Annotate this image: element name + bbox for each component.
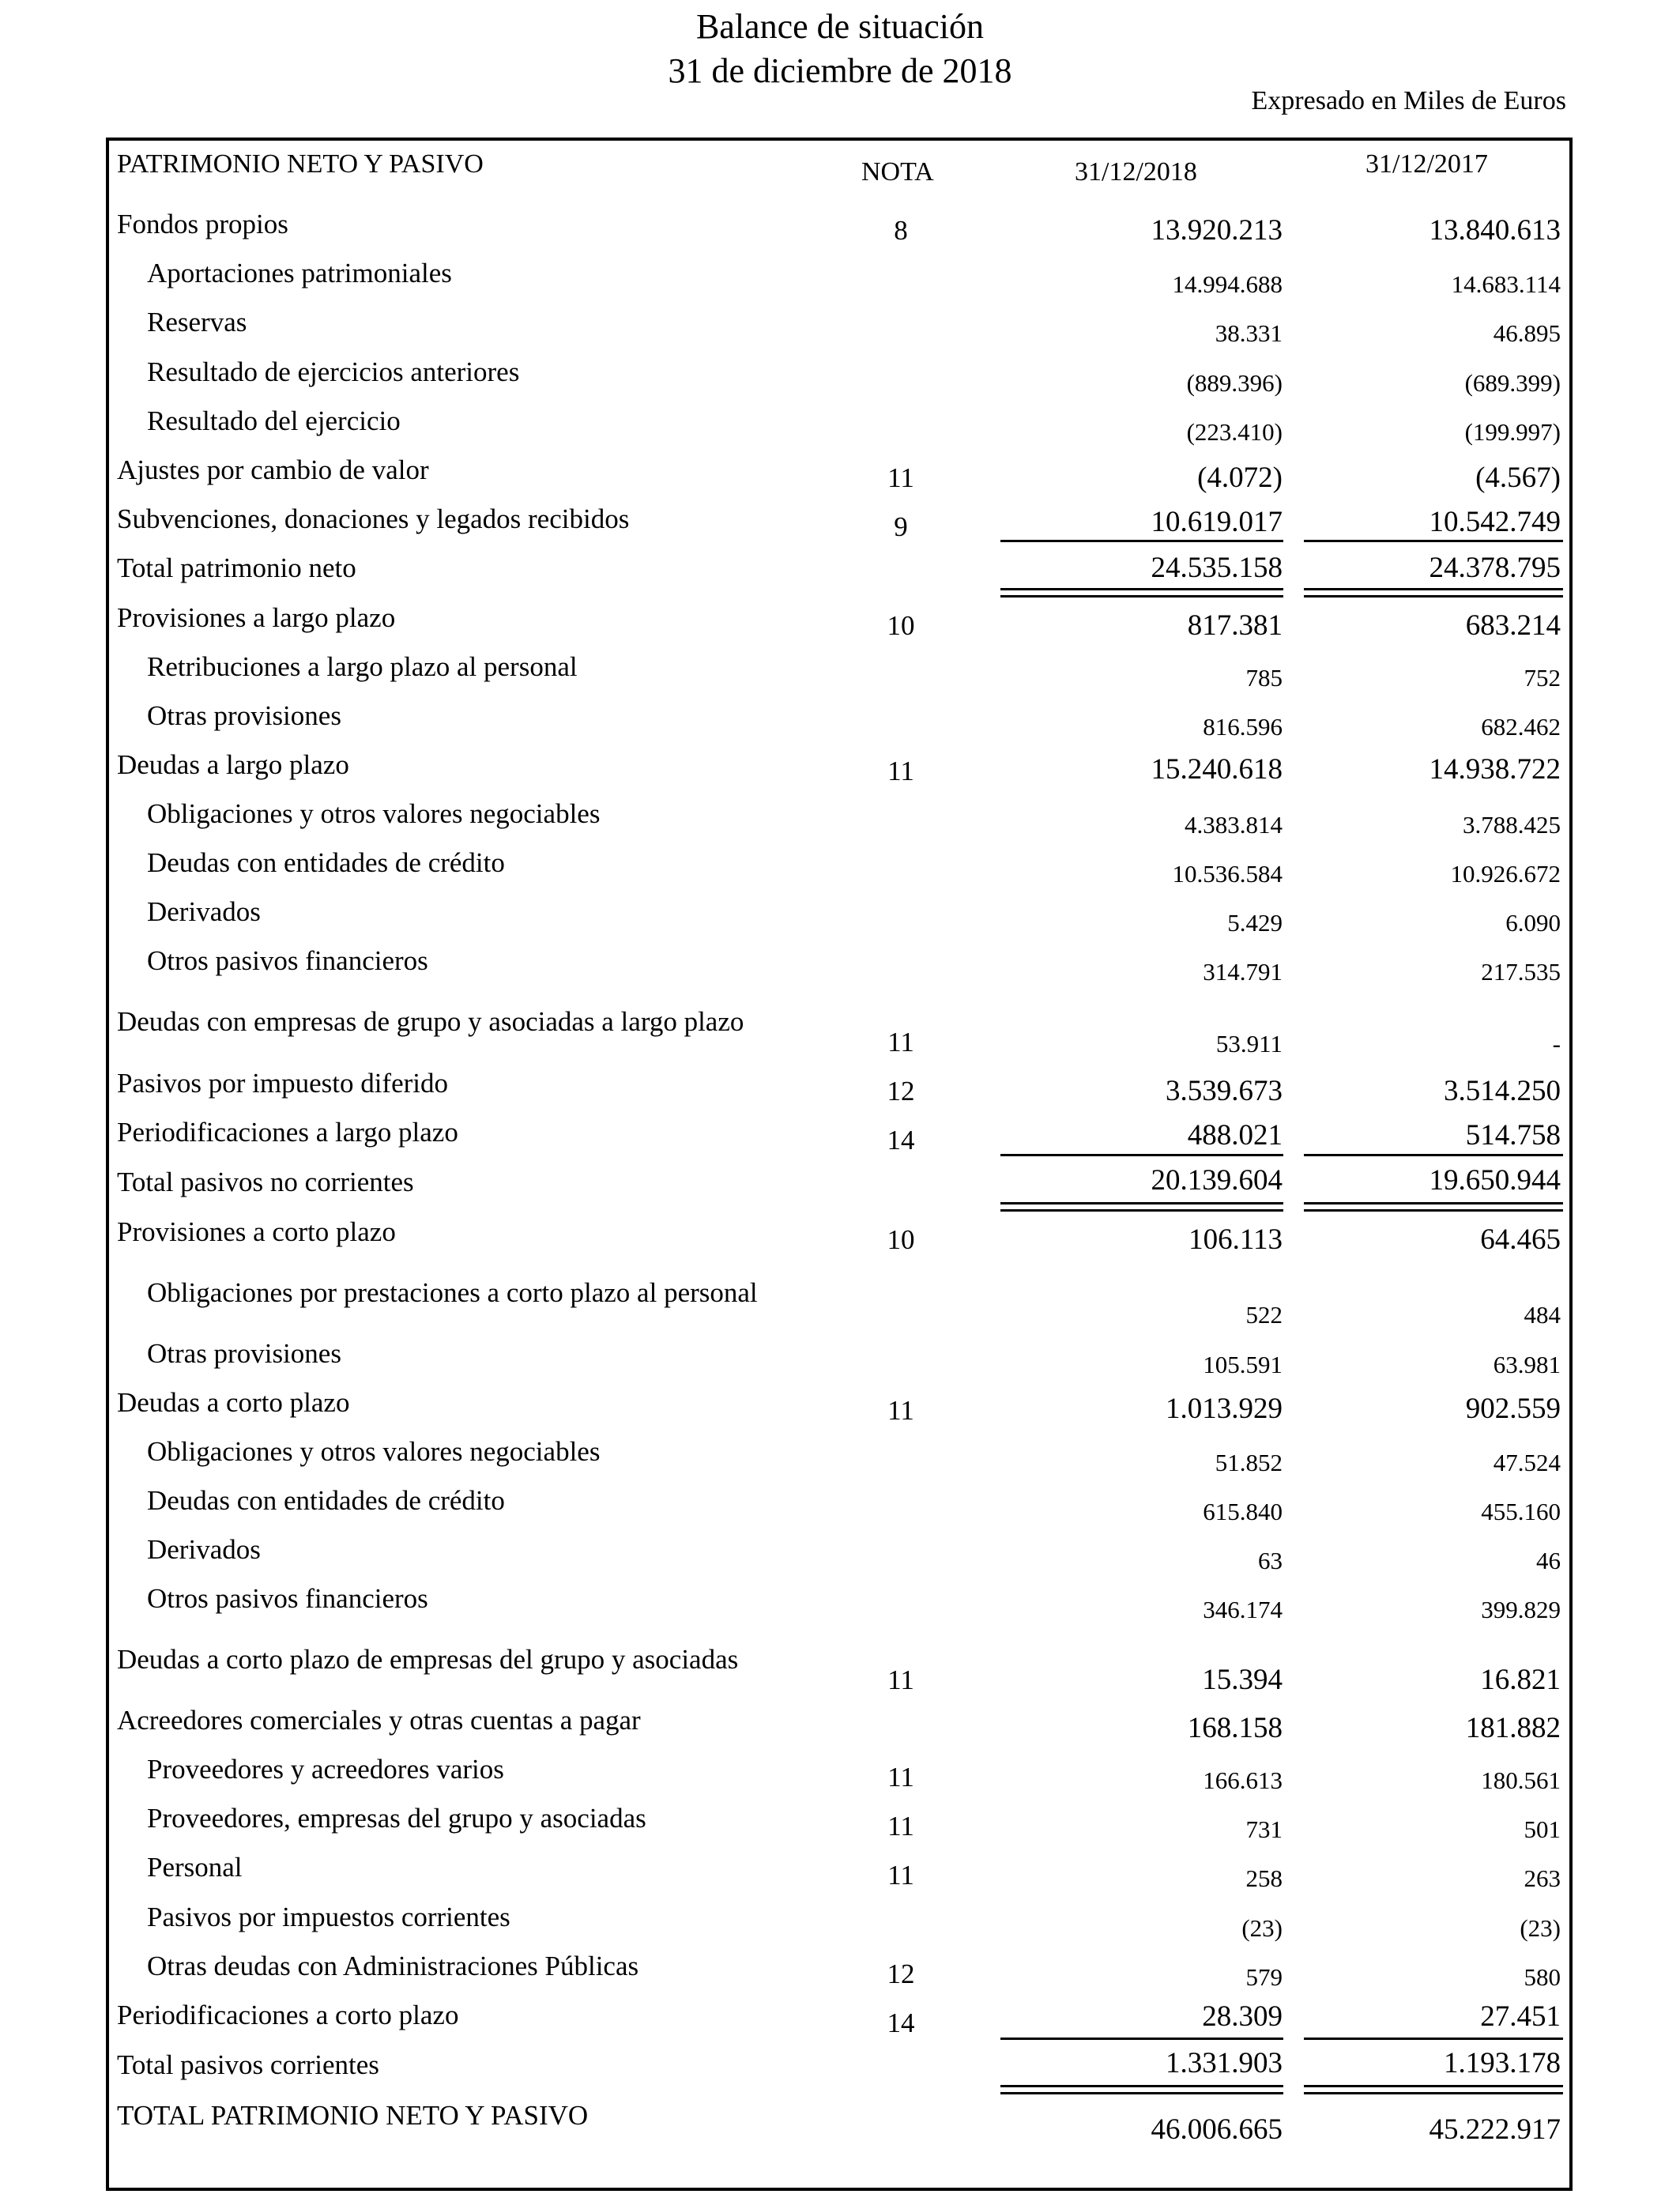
- row-label: Periodificaciones a corto plazo: [117, 2000, 459, 2030]
- balance-table-frame: [106, 138, 1573, 2191]
- row-label: Proveedores, empresas del grupo y asociadas: [147, 1803, 646, 1834]
- row-value-2018: 731: [1245, 1815, 1283, 1843]
- row-value-2018: 168.158: [1187, 1712, 1283, 1744]
- row-nota: 11: [887, 1664, 914, 1695]
- row-value-2018: 63: [1258, 1547, 1283, 1574]
- row-label: Deudas a corto plazo de empresas del grupo y asociadas: [117, 1644, 739, 1675]
- row-value-2017: 1.193.178: [1444, 2047, 1561, 2079]
- row-value-2017: 10.542.749: [1429, 506, 1561, 538]
- row-value-2018: 346.174: [1203, 1596, 1283, 1623]
- row-value-2018: 615.840: [1203, 1498, 1283, 1525]
- row-nota: 8: [894, 215, 908, 246]
- row-value-2018: (4.072): [1197, 462, 1283, 494]
- row-value-2017: 13.840.613: [1429, 214, 1561, 247]
- row-label: Deudas con entidades de crédito: [147, 1485, 505, 1516]
- row-label: Total pasivos no corrientes: [117, 1167, 414, 1197]
- row-value-2017: 180.561: [1481, 1766, 1561, 1794]
- row-nota: 12: [887, 1076, 915, 1106]
- row-nota: 11: [887, 1860, 914, 1891]
- row-value-2018: 1.331.903: [1166, 2047, 1283, 2079]
- row-label: Otras provisiones: [147, 700, 341, 731]
- row-value-2018: 10.619.017: [1151, 506, 1283, 538]
- row-value-2018: 38.331: [1215, 319, 1283, 347]
- row-value-2017: 16.821: [1480, 1664, 1561, 1696]
- row-label: Deudas con entidades de crédito: [147, 847, 505, 878]
- row-label: Proveedores y acreedores varios: [147, 1754, 504, 1785]
- row-value-2017: 682.462: [1481, 713, 1561, 741]
- row-value-2018: 1.013.929: [1166, 1393, 1283, 1425]
- row-label: Pasivos por impuesto diferido: [117, 1068, 448, 1099]
- subtotal-rule: [1304, 1154, 1563, 1156]
- subtotal-rule: [1000, 540, 1283, 542]
- row-value-2017: -: [1552, 1030, 1561, 1057]
- row-value-2017: 47.524: [1493, 1449, 1561, 1476]
- row-value-2017: 14.683.114: [1451, 270, 1561, 298]
- header-nota: NOTA: [861, 157, 934, 187]
- row-label: Derivados: [147, 1534, 261, 1565]
- total-rule: [1304, 1202, 1563, 1212]
- row-label: Resultado del ejercicio: [147, 405, 401, 436]
- subtotal-rule: [1000, 2038, 1283, 2040]
- row-label: Provisiones a largo plazo: [117, 602, 396, 633]
- row-value-2017: 63.981: [1493, 1351, 1561, 1378]
- row-label: Total patrimonio neto: [117, 552, 356, 583]
- row-label: Obligaciones por prestaciones a corto plazo al personal: [147, 1277, 758, 1308]
- row-nota: 9: [894, 511, 908, 542]
- row-value-2017: (23): [1520, 1914, 1561, 1942]
- total-rule: [1304, 588, 1563, 598]
- row-label: Otros pasivos financieros: [147, 945, 428, 976]
- row-nota: 11: [887, 1395, 914, 1426]
- row-label: Reservas: [147, 307, 247, 337]
- row-value-2017: 484: [1524, 1301, 1561, 1329]
- row-value-2017: 19.650.944: [1429, 1164, 1561, 1197]
- row-label: Retribuciones a largo plazo al personal: [147, 651, 578, 682]
- row-value-2017: 181.882: [1465, 1712, 1561, 1744]
- row-value-2017: 45.222.917: [1429, 2113, 1561, 2146]
- document-date: 31 de diciembre de 2018: [668, 51, 1012, 90]
- subtotal-rule: [1000, 1154, 1283, 1156]
- row-value-2017: 217.535: [1481, 958, 1561, 986]
- row-value-2018: 15.394: [1202, 1664, 1283, 1696]
- row-value-2018: 46.006.665: [1151, 2113, 1283, 2146]
- subtotal-rule: [1304, 540, 1563, 542]
- row-value-2018: 14.994.688: [1172, 270, 1283, 298]
- row-nota: 10: [887, 610, 915, 641]
- row-label: Deudas a corto plazo: [117, 1387, 350, 1418]
- row-value-2017: 64.465: [1480, 1223, 1561, 1256]
- row-value-2017: 27.451: [1480, 2000, 1561, 2033]
- row-value-2017: 6.090: [1505, 909, 1561, 937]
- row-label: Deudas con empresas de grupo y asociadas a largo plazo: [117, 1006, 744, 1037]
- total-rule: [1000, 588, 1283, 598]
- row-value-2017: 514.758: [1465, 1119, 1561, 1152]
- header-label: PATRIMONIO NETO Y PASIVO: [117, 149, 484, 179]
- row-value-2018: 4.383.814: [1185, 811, 1283, 839]
- total-rule: [1304, 2085, 1563, 2094]
- row-value-2018: 13.920.213: [1151, 214, 1283, 247]
- row-value-2017: (689.399): [1464, 369, 1561, 397]
- row-value-2017: 10.926.672: [1450, 860, 1561, 888]
- row-value-2018: (889.396): [1186, 369, 1283, 397]
- row-value-2018: 785: [1245, 664, 1283, 692]
- row-value-2018: 28.309: [1202, 2000, 1283, 2033]
- row-value-2018: 105.591: [1203, 1351, 1283, 1378]
- row-value-2018: 488.021: [1187, 1119, 1283, 1152]
- row-value-2018: 15.240.618: [1151, 753, 1283, 786]
- row-value-2017: 46.895: [1493, 319, 1561, 347]
- row-label: Subvenciones, donaciones y legados recibidos: [117, 503, 630, 534]
- row-value-2017: (199.997): [1464, 418, 1561, 446]
- row-value-2017: 263: [1524, 1864, 1561, 1892]
- row-value-2018: 817.381: [1187, 609, 1283, 642]
- row-value-2018: 166.613: [1203, 1766, 1283, 1794]
- header-year-2018: 31/12/2018: [1075, 157, 1197, 187]
- row-nota: 14: [887, 2007, 915, 2038]
- row-value-2017: 399.829: [1481, 1596, 1561, 1623]
- row-value-2018: 20.139.604: [1151, 1164, 1283, 1197]
- row-value-2018: 53.911: [1215, 1030, 1283, 1057]
- row-label: Derivados: [147, 896, 261, 927]
- document-title: Balance de situación: [695, 7, 985, 46]
- row-nota: 11: [887, 1811, 914, 1842]
- row-label: Pasivos por impuestos corrientes: [147, 1902, 510, 1932]
- row-value-2017: 752: [1524, 664, 1561, 692]
- row-value-2017: 455.160: [1481, 1498, 1561, 1525]
- row-label: Aportaciones patrimoniales: [147, 258, 452, 288]
- row-label: Fondos propios: [117, 209, 288, 239]
- row-label: Otras provisiones: [147, 1338, 341, 1369]
- row-value-2018: 579: [1245, 1963, 1283, 1991]
- total-rule: [1000, 1202, 1283, 1212]
- row-value-2018: 816.596: [1203, 713, 1283, 741]
- units-note: Expresado en Miles de Euros: [1251, 86, 1566, 115]
- row-label: Deudas a largo plazo: [117, 749, 349, 780]
- row-value-2018: 5.429: [1227, 909, 1283, 937]
- row-nota: 11: [887, 462, 914, 493]
- row-label: Obligaciones y otros valores negociables: [147, 1436, 601, 1467]
- row-value-2017: 3.788.425: [1463, 811, 1561, 839]
- row-value-2017: (4.567): [1475, 462, 1561, 494]
- row-value-2018: (23): [1241, 1914, 1283, 1942]
- row-nota: 11: [887, 756, 914, 786]
- row-label: Acreedores comerciales y otras cuentas a pagar: [117, 1705, 641, 1736]
- row-nota: 11: [887, 1027, 914, 1057]
- row-label: Provisiones a corto plazo: [117, 1216, 396, 1247]
- row-label: Obligaciones y otros valores negociables: [147, 798, 601, 829]
- row-value-2018: (223.410): [1186, 418, 1283, 446]
- row-value-2018: 314.791: [1203, 958, 1283, 986]
- row-value-2017: 902.559: [1465, 1393, 1561, 1425]
- row-value-2017: 24.378.795: [1429, 552, 1561, 584]
- row-nota: 12: [887, 1958, 915, 1989]
- row-value-2017: 501: [1524, 1815, 1561, 1843]
- row-value-2017: 580: [1524, 1963, 1561, 1991]
- subtotal-rule: [1304, 2038, 1563, 2040]
- row-value-2018: 522: [1245, 1301, 1283, 1329]
- row-value-2018: 258: [1245, 1864, 1283, 1892]
- row-value-2017: 14.938.722: [1429, 753, 1561, 786]
- row-value-2017: 3.514.250: [1444, 1075, 1561, 1107]
- row-value-2018: 24.535.158: [1151, 552, 1283, 584]
- row-nota: 11: [887, 1762, 914, 1793]
- row-label: Otras deudas con Administraciones Públicas: [147, 1951, 639, 1981]
- row-value-2018: 51.852: [1215, 1449, 1283, 1476]
- row-nota: 14: [887, 1125, 915, 1155]
- header-year-2017: 31/12/2017: [1365, 149, 1488, 179]
- row-label: Otros pasivos financieros: [147, 1583, 428, 1614]
- row-value-2018: 10.536.584: [1172, 860, 1283, 888]
- row-value-2017: 46: [1536, 1547, 1561, 1574]
- row-label: Ajustes por cambio de valor: [117, 454, 429, 485]
- row-label: Personal: [147, 1852, 243, 1883]
- row-value-2018: 106.113: [1188, 1223, 1283, 1256]
- row-label: TOTAL PATRIMONIO NETO Y PASIVO: [117, 2100, 589, 2131]
- row-label: Resultado de ejercicios anteriores: [147, 356, 520, 387]
- row-label: Periodificaciones a largo plazo: [117, 1117, 458, 1148]
- total-rule: [1000, 2085, 1283, 2094]
- row-label: Total pasivos corrientes: [117, 2049, 379, 2080]
- row-nota: 10: [887, 1224, 915, 1255]
- row-value-2017: 683.214: [1465, 609, 1561, 642]
- row-value-2018: 3.539.673: [1166, 1075, 1283, 1107]
